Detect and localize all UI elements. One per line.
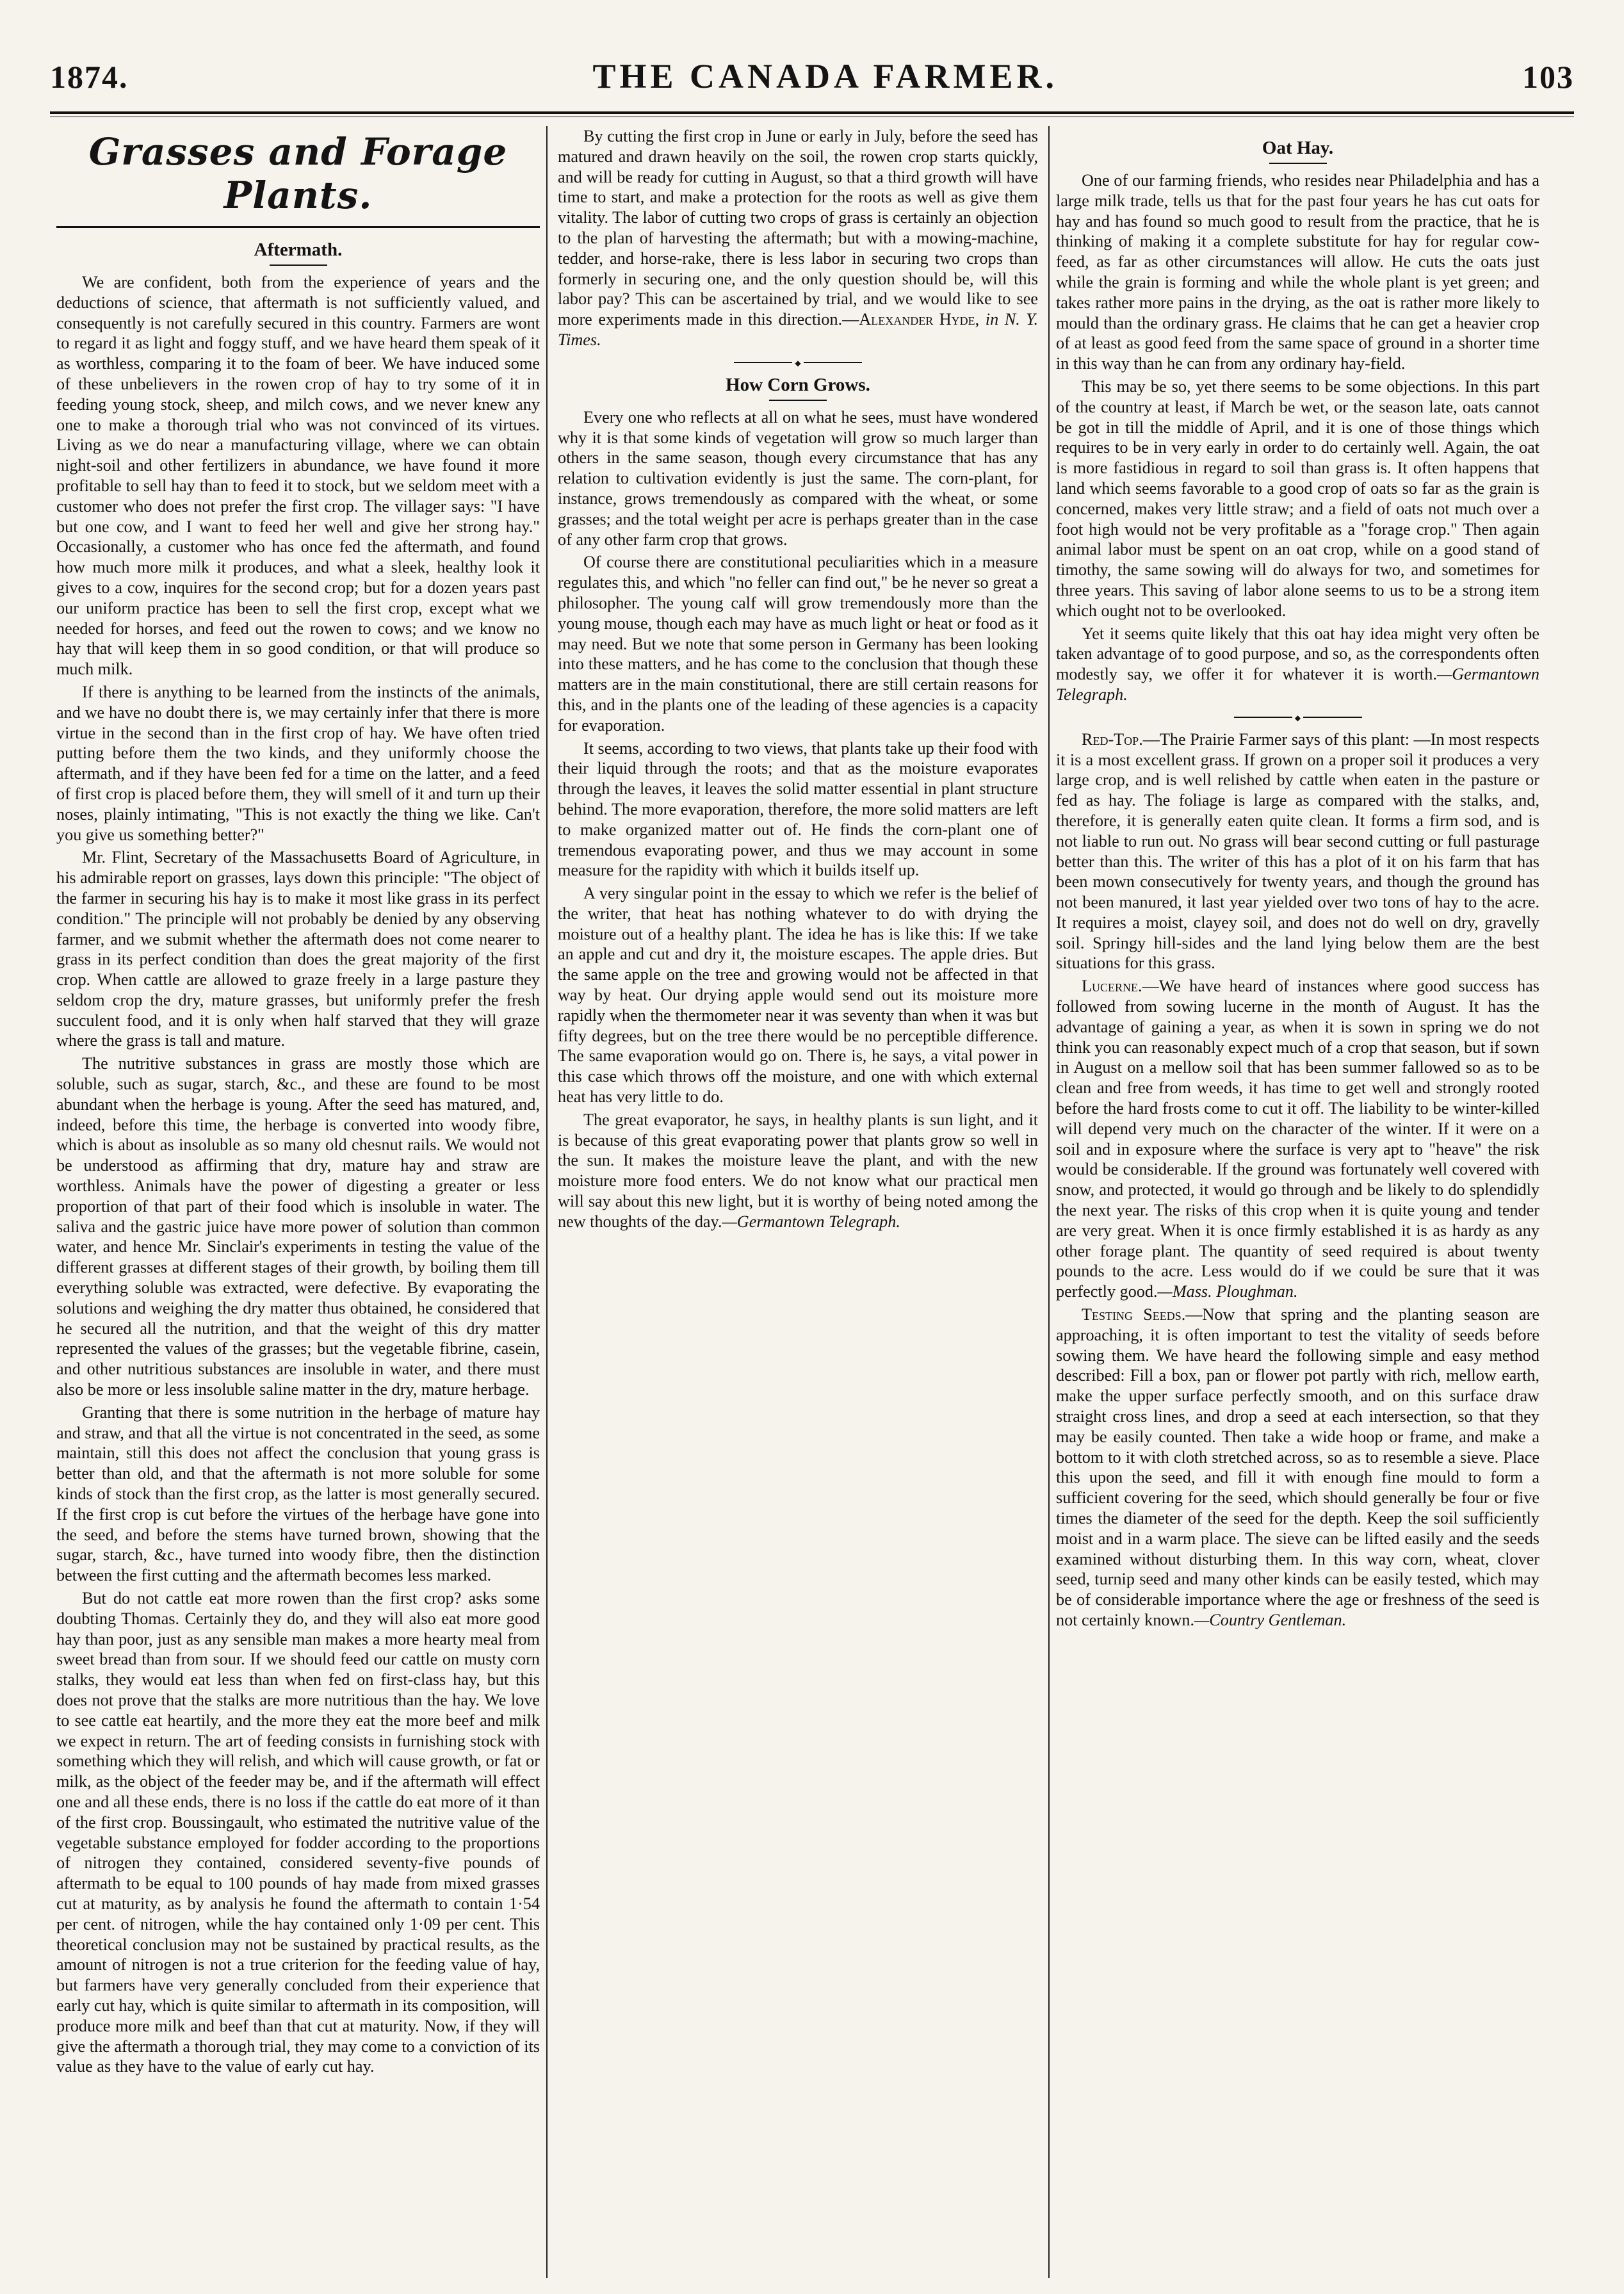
lucerne-text: —We have heard of instances where good success has followed from sowing lucerne in the month of August. It has the advantage of gaining a year, as when it is sown in spring we do not think you can reasonably expect much of a crop that season, but if sown in August on a mellow soil that has been summer fallowed so as to be clean and free from weeds, it has time to get well and strongly rooted before the hard frosts come to cut it off. The liability to be winter-killed will depend very much on the character of the winter. If it were on a soil and in exposure where the surface is very apt to "heave" the risk would be considerable. If the ground was fortunately well covered with snow, and protected, it would go through and be likely to do splendidly the next year. The risks of this crop when it is quite young and tender are very great. When it is once firmly established it is as hardy as any other forage plant. The quantity of seed required is about twenty pounds to the acre. Less would do if we could be sure that it was perfectly good. [1056,977,1539,1301]
testing-seeds-lead: Testing Seeds. [1082,1305,1186,1324]
article-separator: ◆ [734,362,862,363]
corn-paragraph: It seems, according to two views, that plants take up their food with their liquid through the roots; and that as the moisture evaporates through the leaves, it leaves the solid matter essential in plant structure behind. The more evaporation, therefore, the more solid matters are left to make organized matter out of. He finds the corn-plant one of tremendous evaporating power, and thus we may account in some measure for the rapidity with which it builds itself up. [558,738,1038,880]
article-author: —Alexander Hyde, [842,310,980,329]
title-rule [769,400,827,401]
column-middle [546,126,1050,2278]
column-right [1050,126,1546,2278]
aftermath-paragraph: The nutritive substances in grass are mostly those which are soluble, such as sugar, starch, &c., and these are found to be most abundant when the herbage is young. After the seed has matured, and, indeed, before this time, the herbage is converted into woody fibre, which is about as insoluble as so many old chesnut rails. We would not be understood as affirming that dry, mature hay and straw are worthless. Animals have the power of digesting a greater or less proportion of that part of their food which is insoluble in water. The saliva and the gastric juice have more power of solution than common water, and hence Mr. Sinclair's experiments in testing the value of the different grasses at different stages of their growth, by boiling them till everything soluble was extracted, were defective. By evaporating the solutions and weighing the dry matter thus obtained, he considered that he secured all the nutrition, and that the weight of this dry matter represented the values of the grasses; but the vegetable fibrine, casein, and other nutritious substances are insoluble in water, and there must also be more or less insoluble saline matter in the dry, mature herbage. [56,1054,540,1399]
article-title-aftermath: Aftermath. [254,240,343,260]
red-top-paragraph [1056,729,1539,974]
aftermath-paragraph: If there is anything to be learned from the instincts of the animals, and we have no doubt there is, we may certainly infer that there is more virtue in the second than in the first crop of hay. We have often tried putting before them the two kinds, and they uniformly choose the aftermath, and if they have been fed for a time on the latter, and a feed of first crop is placed before them, they will smell of it and turn up their noses, plainly intimating, "This is not exactly the thing we like. Can't you give us something better?" [56,682,540,844]
article-title-corn: How Corn Grows. [726,374,870,395]
title-rule [270,264,327,266]
article-source: in N. Y. Times. [558,310,1039,349]
article-source: —Germantown Telegraph. [1056,665,1539,704]
red-top-lead: Red-Top. [1082,729,1143,749]
corn-paragraph: Of course there are constitutional peculiarities which in a measure regulates this, and which "no feller can find out," be he never so great a philosopher. The young calf will grow tremendously more than the young mouse, though each may have as much light or heat or food as it may need. But we note that some person in Germany has been looking into these matters, and he has come to the conclusion that though these matters are in the main constitutional, there are still certain reasons for this, and in the plants one of the leading of these agencies is a capacity for evaporation. [558,553,1038,735]
lucerne-paragraph [1056,976,1539,1302]
section-title: Grasses and Forage Plants. [56,130,540,228]
article-source: —Mass. Ploughman. [1157,1282,1298,1301]
issue-year: 1874. [50,59,129,95]
corn-paragraph: A very singular point in the essay to which we refer is the belief of the writer, that heat has nothing whatever to do with drying the moisture out of a healthy plant. The idea he has is like this: If we take an apple and cut and dry it, the moisture escapes. The apple dries. But the same apple on the tree and growing would not be affected in that way by heat. Our drying apple would send out its moisture more rapidly when the thermometer near it was seventy than when it was but fifty degrees, but on the tree there would be no perceptible difference. The same evaporation would go on. There is, he says, a vital power in this case which throws off the moisture, and one with which external heat has very little to do. [558,884,1038,1107]
aftermath-paragraph: We are confident, both from the experience of years and the deductions of science, that aftermath is not sufficiently valued, and consequently is not carefully secured in this country. Farmers are wont to regard it as light and foggy stuff, and we have heard them speak of it as worthless, comparing it to the foam of beer. We have induced some of these unbelievers in the rowen crop of hay to try some of it in feeding young stock, sheep, and milch cows, and we never knew any one to make a thorough trial who was not convinced of its virtues. Living as we do near a manufacturing village, where we can obtain night-soil and other fertilizers in abundance, we have found it more profitable to sell hay than to feed it to stock, but we seldom meet with a customer who does not prefer the first crop. The villager says: "I have but one cow, and I want to feed her well and give her strong hay." Occasionally, a customer who has once fed the aftermath, and found how much more milk it produces, and what a sleek, healthy look it gives to a cow, inquires for the second crop; but for a dozen years past our uniform practice has been to sell the first crop, except what we needed for horses, and feed out the rowen to cows; and we know no hay that will keep them in so good condition, or that will produce so much milk. [56,273,540,679]
aftermath-paragraph-text: By cutting the first crop in June or early in July, before the seed has matured and drawn heavily on the soil, the rowen crop starts quickly, and will be ready for cutting in August, so that a third growth will have time to start, and make a protection for the roots as well as give them vitality. The labor of cutting two crops of grass is certainly an objection to the plan of harvesting the aftermath; but with a mowing-machine, tedder, and horse-rake, there is less labor in securing two crops than formerly in securing one, and the only question should be, will this labor pay? This can be ascertained by trial, and we would like to see more experiments made in this direction. [558,127,1038,329]
article-source: —Country Gentleman. [1194,1610,1347,1629]
oat-hay-paragraph-text: Yet it seems quite likely that this oat hay idea might very often be taken advantage of to good purpose, and so, as the correspondents often modestly say, we offer it for whatever it is worth. [1056,624,1539,684]
aftermath-paragraph [558,126,1038,350]
masthead-rule [50,111,1574,114]
aftermath-paragraph: Granting that there is some nutrition in the herbage of mature hay and straw, and that all the virtue is not concentrated in the seed, as some maintain, still this does not affect the conclusion that young grass is better than old, and that the aftermath is not more soluble for some kinds of stock than the first crop, as the latter is most generally secured. If the first crop is cut before the virtues of the herbage have gone into the seed, and before the stems have turned brown, showing that the sugar, starch, &c., have turned into woody fibre, then the distinction between the first cutting and the aftermath becomes less marked. [56,1403,540,1585]
page-number: 103 [1522,59,1574,95]
corn-paragraph [558,1110,1038,1232]
oat-hay-paragraph [1056,624,1539,705]
column-left [50,126,546,2278]
oat-hay-paragraph: One of our farming friends, who resides near Philadelphia and has a large milk trade, tells us that for the past four years he has cut oats for hay and has found so much good to result from the practice, that he is thinking of making it a complete substitute for hay for regular cow-feed, as far as other circumstances will allow. He cuts the oats just while the grain is forming and while the whole plant is yet green; and takes rather more pains in the drying, as the oat is rather more likely to mould than the ordinary grass. He claims that he can get a heavier crop of at least as good feed from the same space of ground in a shorter time in this way than he can from any ordinary hay-field. [1056,171,1539,373]
corn-paragraph: Every one who reflects at all on what he sees, must have wondered why it is that some kinds of vegetation will grow so much larger than others in the same season, though every circumstance that has any relation to cultivation evidently is just the same. The corn-plant, for instance, grows tremendously as compared with the wheat, or some grasses; and the total weight per acre is perhaps greater than in the case of any other farm crop that grows. [558,407,1038,549]
article-title-oat-hay: Oat Hay. [1262,138,1334,158]
aftermath-paragraph: But do not cattle eat more rowen than the first crop? asks some doubting Thomas. Certainly they do, and they will also eat more good hay than poor, just as any sensible man makes a more hearty meal from sweet bread than from sour. If we should feed our cattle on musty corn stalks, they would eat less than when fed on first-class hay, but this does not prove that the stalks are more nutritious than the hay. We love to see cattle eat heartily, and the more they eat the more beef and milk we expect in return. The art of feeding consists in furnishing stock with something which they will relish, and which will cause growth, or fat or milk, as the object of the feeder may be, and if the aftermath will effect one and all these ends, there is no loss if the cattle do eat more of it than of the first crop. Boussingault, who estimated the nutritive value of the vegetable substance employed for fodder according to the proportions of nitrogen they contained, considered seventy-five pounds of aftermath to be equal to 100 pounds of hay made from mixed grasses cut at maturity, as by analysis he found the aftermath to contain 1·54 per cent. of nitrogen, while the hay contained only 1·09 per cent. This theoretical conclusion may not be sustained by practical results, as the amount of nitrogen is not a true criterion for the feeding value of hay, but farmers have very generally concluded from their experience that early cut hay, which is quite similar to aftermath in its composition, will produce more milk and beef than that cut at maturity. Now, if they will give the aftermath a thorough trial, they may come to a conviction of its value as they have to the value of early cut hay. [56,1589,540,2076]
testing-seeds-paragraph [1056,1305,1539,1631]
columns [50,126,1574,2278]
title-rule [1269,163,1327,164]
oat-hay-paragraph: This may be so, yet there seems to be some objections. In this part of the country at least, if March be wet, or the season late, oats cannot be got in till the middle of April, and it is one of those things which requires to be in very early in order to do certainly well. Again, the oat is more fastidious in regard to soil than grass is. It often happens that land which seems favorable to a good crop of oats so far as the grain is concerned, makes very little straw; and a field of oats not much over a foot high would not be very profitable as a "forage crop." Then again animal labor must be spent on an oat crop, while on a good stand of timothy, the same sowing will do always for two, and sometimes for three years. This saving of labor alone seems to us to be a strong item which ought not to be overlooked. [1056,377,1539,620]
aftermath-paragraph: Mr. Flint, Secretary of the Massachusetts Board of Agriculture, in his admirable report on grasses, lays down this principle: "The object of the farmer in securing his hay is to make it most like grass in its perfect condition." The principle will not probably be denied by any observing farmer, and we submit whether the aftermath does not come nearer to grass in its perfect condition than does the great majority of the first crop. When cattle are allowed to graze freely in a large pasture they seldom crop the dry, mature grasses, but uniformly prefer the fresh succulent food, and it is only when half starved that they will graze where the grass is tall and mature. [56,848,540,1050]
masthead [50,56,1574,109]
red-top-text: —The Prairie Farmer says of this plant: —In most respects it is a most excellent grass. If grown on a proper soil it produces a very large crop, and is well relished by cattle when eaten in the pasture or fed as hay. The foliage is large as compared with the stalks, and, therefore, it is generally eaten quite clean. It forms a firm sod, and is not liable to run out. No grass will bear second cutting or full pasturage better than this. The writer of this has a plot of it on his farm that has been mown consecutively for twenty years, and though the ground has not been manured, it last year yielded over two tons of hay to the acre. It requires a moist, clayey soil, and does not do well on dry, gravelly soil. Springy hill-sides and the land lying below them are the best situations for this grass. [1056,729,1539,973]
article-separator: ◆ [1234,717,1362,718]
corn-paragraph-text: The great evaporator, he says, in healthy plants is sun light, and it is because of this great evaporating power that plants grow so well in the sun. It makes the moisture leave the plant, and with the new moisture more food enters. We do not know what our practical men will say about this new light, but it is worthy of being noted among the new thoughts of the day. [558,1110,1038,1231]
lucerne-lead: Lucerne. [1082,977,1142,996]
testing-seeds-text: —Now that spring and the planting season are approaching, it is often important to test the vitality of seeds before sowing them. We have heard the following simple and easy method described: Fill a box, pan or flower pot partly with rich, mellow earth, make the upper surface perfectly smooth, and on this surface draw straight cross lines, and drop a seed at each intersection, so that they may be easily counted. Then take a wide hoop or frame, and make a bottom to it with cloth stretched across, so as to resemble a sieve. Place this upon the seed, and fill it with enough fine mould to form a sufficient covering for the seed, which should generally be four or five times the diameter of the seed for the depth. Keep the soil sufficiently moist and in a warm place. The sieve can be lifted easily and the seeds examined without disturbing them. In this way corn, wheat, clover seed, turnip seed and many other kinds can be easily tested, which may be of considerable importance where the age or freshness of the seed is not certainly known. [1056,1305,1539,1629]
article-source: —Germantown Telegraph. [722,1212,900,1231]
paper-title: THE CANADA FARMER. [592,57,1058,95]
